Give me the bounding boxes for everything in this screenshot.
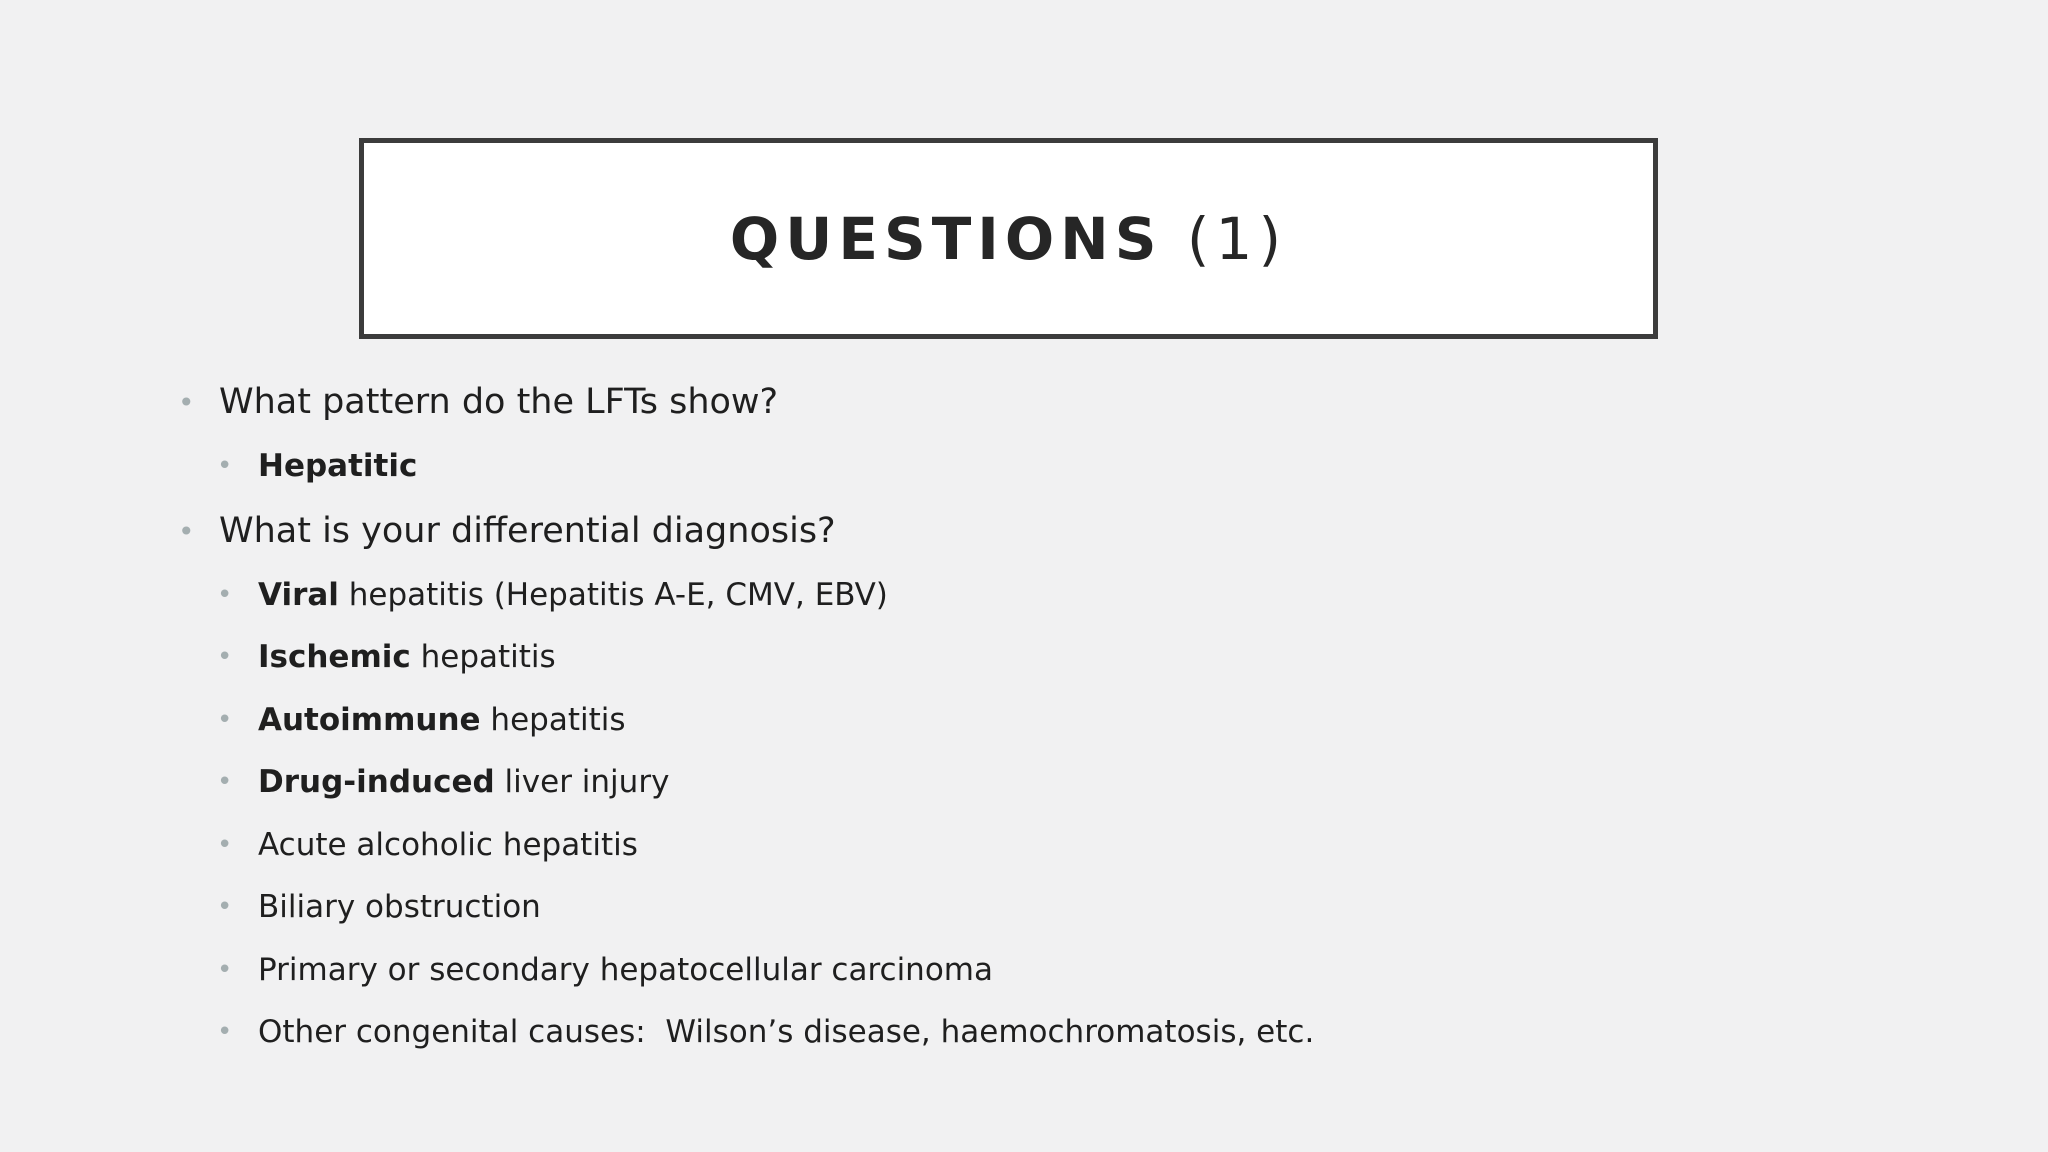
bullet-dot-icon: • xyxy=(178,385,195,419)
bullet-item-carcinoma xyxy=(217,947,993,993)
bullet-dot-icon: • xyxy=(217,705,233,735)
bullet-dot-icon: • xyxy=(217,892,233,922)
bullet-dot-icon: • xyxy=(217,580,233,610)
bullet-text: liver injury xyxy=(494,764,670,800)
bullet-dot-icon: • xyxy=(217,1017,233,1047)
bullet-dot-icon: • xyxy=(217,451,233,481)
bullet-item-alcoholic xyxy=(217,822,638,868)
bullet-bold-text: Autoimmune xyxy=(258,702,481,738)
bullet-text: hepatitis xyxy=(480,702,626,738)
bullet-dot-icon: • xyxy=(217,767,233,797)
bullet-bold-text: Drug-induced xyxy=(258,764,495,800)
bullet-bold-text: Ischemic xyxy=(258,639,411,675)
bullet-bold-text: Hepatitic xyxy=(258,448,418,484)
bullet-item-autoimmune xyxy=(217,697,626,743)
bullet-dot-icon: • xyxy=(217,642,233,672)
bullet-item-ischemic xyxy=(217,634,556,680)
bullet-item-hepatitic xyxy=(217,443,417,489)
bullet-item-differential xyxy=(178,506,836,556)
bullet-text: What pattern do the LFTs show? xyxy=(219,382,779,422)
bullet-item-biliary xyxy=(217,884,541,930)
bullet-text: Biliary obstruction xyxy=(258,889,541,925)
bullet-dot-icon: • xyxy=(217,830,233,860)
slide-title-suffix: (1) xyxy=(1162,204,1288,273)
bullet-text: hepatitis xyxy=(410,639,556,675)
bullet-item-drug-induced xyxy=(217,759,669,805)
bullet-item-congenital xyxy=(217,1009,1314,1055)
slide-title-main: QUESTIONS xyxy=(729,204,1163,273)
bullet-dot-icon: • xyxy=(217,955,233,985)
bullet-item-lfts-pattern xyxy=(178,377,778,427)
bullet-dot-icon: • xyxy=(178,514,195,548)
bullet-text: hepatitis (Hepatitis A-E, CMV, EBV) xyxy=(338,577,888,613)
bullet-text: Acute alcoholic hepatitis xyxy=(258,827,638,863)
bullet-text: Primary or secondary hepatocellular carcinoma xyxy=(258,952,993,988)
bullet-item-viral xyxy=(217,572,888,618)
bullet-text: What is your differential diagnosis? xyxy=(219,511,836,551)
bullet-text: Other congenital causes: Wilson’s disease, haemochromatosis, etc. xyxy=(258,1014,1315,1050)
bullet-bold-text: Viral xyxy=(258,577,339,613)
